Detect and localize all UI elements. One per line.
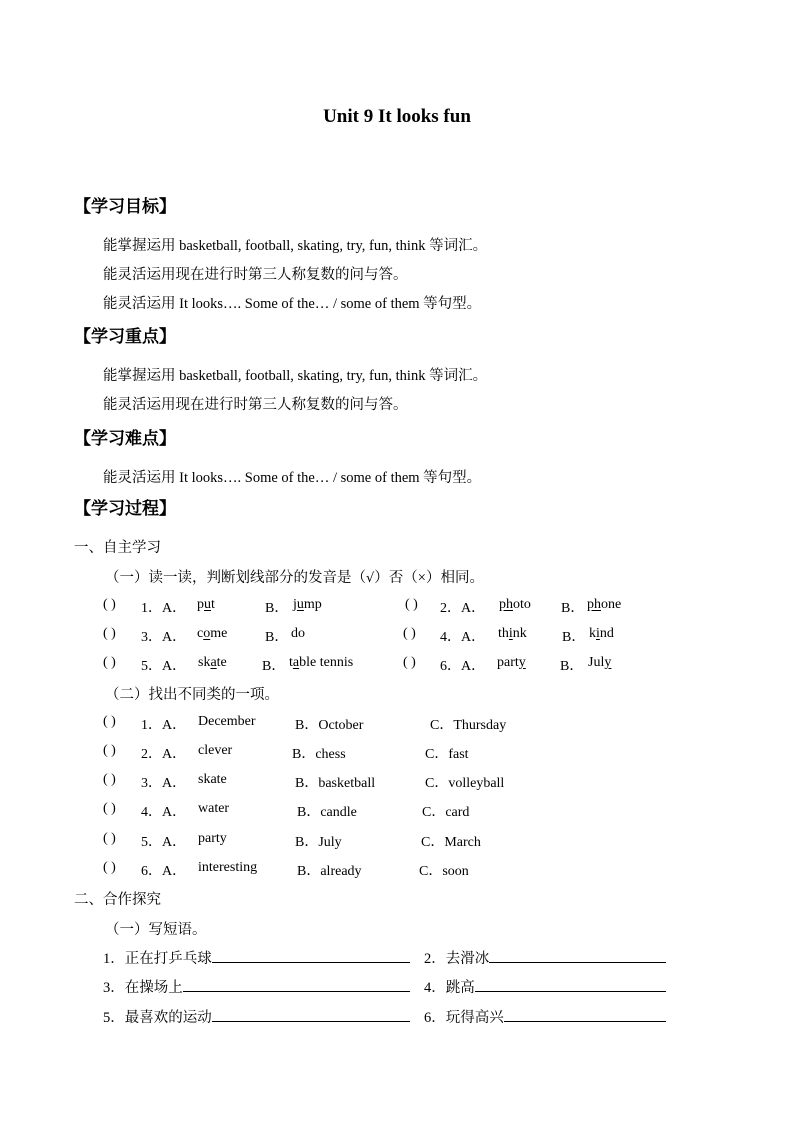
word-part: k: [589, 626, 596, 641]
option-c: C．card: [422, 805, 470, 820]
option-b-label: B．: [262, 659, 286, 674]
word-part: j: [293, 597, 297, 612]
option-b-label: B．: [562, 630, 586, 645]
phrase-item: [424, 976, 666, 997]
word-part: th: [498, 626, 509, 641]
option-b-word: [588, 655, 611, 671]
paren-blank[interactable]: ( ): [103, 801, 116, 816]
word-part: one: [601, 597, 622, 612]
option-b: B．candle: [297, 805, 357, 820]
word-part: o: [298, 626, 305, 641]
word-part: d: [291, 626, 298, 641]
underlined-letters: a: [210, 655, 217, 670]
option-a: skate: [198, 772, 227, 787]
paren-blank[interactable]: ( ): [103, 714, 116, 729]
option-a-word: [198, 655, 227, 671]
word-part: part: [497, 655, 519, 670]
option-b-word: [589, 626, 614, 642]
underlined-letters: u: [204, 597, 211, 612]
option-b: B．October: [295, 718, 364, 733]
underlined-letters: ph: [499, 597, 513, 612]
option-a-word: [497, 655, 526, 671]
word-part: nd: [599, 626, 614, 641]
phrase-item: [424, 947, 666, 968]
paren-blank[interactable]: ( ): [103, 743, 116, 758]
difficulties-line-1: 能灵活运用 It looks…. Some of the… / some of them 等句型。: [103, 470, 482, 486]
underlined-letters: y: [604, 655, 612, 670]
phrase-prompt: 3．在操场上: [103, 980, 183, 996]
option-b-word: [293, 597, 322, 613]
word-part: sk: [198, 655, 211, 670]
objectives-line-3: 能灵活运用 It looks…. Some of the… / some of them 等句型。: [103, 296, 482, 312]
process-heading: 【学习过程】: [74, 499, 176, 518]
underlined-letters: o: [203, 626, 211, 641]
option-a: party: [198, 831, 227, 846]
underlined-letters: a: [292, 655, 300, 670]
answer-blank[interactable]: [475, 976, 666, 992]
option-a: December: [198, 714, 256, 729]
option-b-word: [289, 655, 353, 671]
option-b-label: B．: [561, 601, 585, 616]
page-title: Unit 9 It looks fun: [323, 106, 471, 127]
question-number: 4．A．: [141, 805, 187, 820]
word-part: p: [197, 597, 204, 612]
option-a-word: [197, 597, 215, 613]
option-b: B．July: [295, 835, 342, 850]
underlined-letters: ph: [587, 597, 601, 612]
paren-blank[interactable]: ( ): [405, 597, 418, 612]
objectives-heading: 【学习目标】: [74, 197, 176, 216]
question-number: 5．A．: [141, 659, 187, 674]
option-a: water: [198, 801, 230, 816]
phrase-prompt: 5．最喜欢的运动: [103, 1010, 212, 1026]
paren-blank[interactable]: ( ): [403, 655, 416, 670]
paren-blank[interactable]: ( ): [103, 831, 116, 846]
underlined-letters: y: [518, 655, 526, 670]
answer-blank[interactable]: [212, 1006, 410, 1022]
option-c: C．Thursday: [430, 718, 507, 733]
option-c: C．March: [421, 835, 481, 850]
check-mark-icon: √: [366, 571, 375, 586]
question-number: 1．A．: [141, 601, 187, 616]
part1-sub2-instruction: （二）找出不同类的一项。: [105, 687, 279, 703]
key-points-heading: 【学习重点】: [74, 327, 176, 346]
key-points-line-1: 能掌握运用 basketball, football, skating, try, fun, think 等词汇。: [103, 368, 488, 384]
option-a-word: [197, 626, 227, 642]
phrase-item: [103, 947, 410, 968]
option-b-word: [291, 626, 305, 642]
question-number: 2．A．: [141, 747, 187, 762]
part1-sub1-instruction: [105, 566, 484, 587]
word-part: mp: [303, 597, 322, 612]
underlined-letters: i: [508, 626, 513, 641]
word-part: t: [211, 597, 215, 612]
instruction-text: （一）读一读，判断划线部分的发音是（: [105, 570, 366, 586]
paren-blank[interactable]: ( ): [103, 860, 116, 875]
answer-blank[interactable]: [183, 976, 410, 992]
phrase-item: [103, 1006, 410, 1027]
part2-sub1-instruction: （一）写短语。: [105, 922, 207, 938]
word-part: oto: [513, 597, 531, 612]
phrase-prompt: 6．玩得高兴: [424, 1010, 504, 1026]
option-c: C．fast: [425, 747, 469, 762]
phrase-item: [103, 976, 410, 997]
word-part: Jul: [588, 655, 605, 670]
option-a: interesting: [198, 860, 258, 875]
word-part: c: [197, 626, 204, 641]
phrase-item: [424, 1006, 666, 1027]
word-part: me: [210, 626, 228, 641]
question-number: 6．A．: [440, 659, 486, 674]
option-b: B．chess: [292, 747, 346, 762]
part1-title: 一、自主学习: [74, 540, 161, 556]
option-a-word: [499, 597, 531, 613]
answer-blank[interactable]: [212, 947, 410, 963]
question-number: 4．A．: [440, 630, 486, 645]
paren-blank[interactable]: ( ): [103, 655, 116, 670]
part2-title: 二、合作探究: [74, 892, 161, 908]
option-b: B．already: [297, 864, 362, 879]
instruction-text-end: ）否（×）相同。: [374, 570, 484, 586]
paren-blank[interactable]: ( ): [103, 626, 116, 641]
objectives-line-2: 能灵活运用现在进行时第三人称复数的问与答。: [103, 267, 408, 283]
option-a: clever: [198, 743, 233, 758]
underlined-letters: u: [296, 597, 304, 612]
question-number: 5．A．: [141, 835, 187, 850]
word-part: ble tennis: [299, 655, 354, 670]
question-number: 1．A．: [141, 718, 187, 733]
word-part: t: [289, 655, 293, 670]
objectives-line-1: 能掌握运用 basketball, football, skating, try, fun, think 等词汇。: [103, 238, 488, 254]
option-b: B．basketball: [295, 776, 376, 791]
paren-blank[interactable]: ( ): [403, 626, 416, 641]
answer-blank[interactable]: [504, 1006, 666, 1022]
answer-blank[interactable]: [489, 947, 666, 963]
question-number: 3．A．: [141, 630, 187, 645]
question-number: 6．A．: [141, 864, 187, 879]
key-points-line-2: 能灵活运用现在进行时第三人称复数的问与答。: [103, 397, 408, 413]
underlined-letters: i: [596, 626, 600, 641]
difficulties-heading: 【学习难点】: [74, 429, 176, 448]
option-c: C．soon: [419, 864, 469, 879]
option-b-word: [587, 597, 621, 613]
question-number: 3．A．: [141, 776, 187, 791]
option-c: C．volleyball: [425, 776, 505, 791]
option-b-label: B．: [265, 630, 289, 645]
option-b-label: B．: [265, 601, 289, 616]
phrase-prompt: 4．跳高: [424, 980, 475, 996]
option-a-word: [498, 626, 527, 642]
option-b-label: B．: [560, 659, 584, 674]
word-part: nk: [512, 626, 527, 641]
phrase-prompt: 2．去滑冰: [424, 951, 490, 967]
phrase-prompt: 1．正在打乒乓球: [103, 951, 212, 967]
word-part: te: [216, 655, 227, 670]
question-number: 2．A．: [440, 601, 486, 616]
paren-blank[interactable]: ( ): [103, 772, 116, 787]
paren-blank[interactable]: ( ): [103, 597, 116, 612]
